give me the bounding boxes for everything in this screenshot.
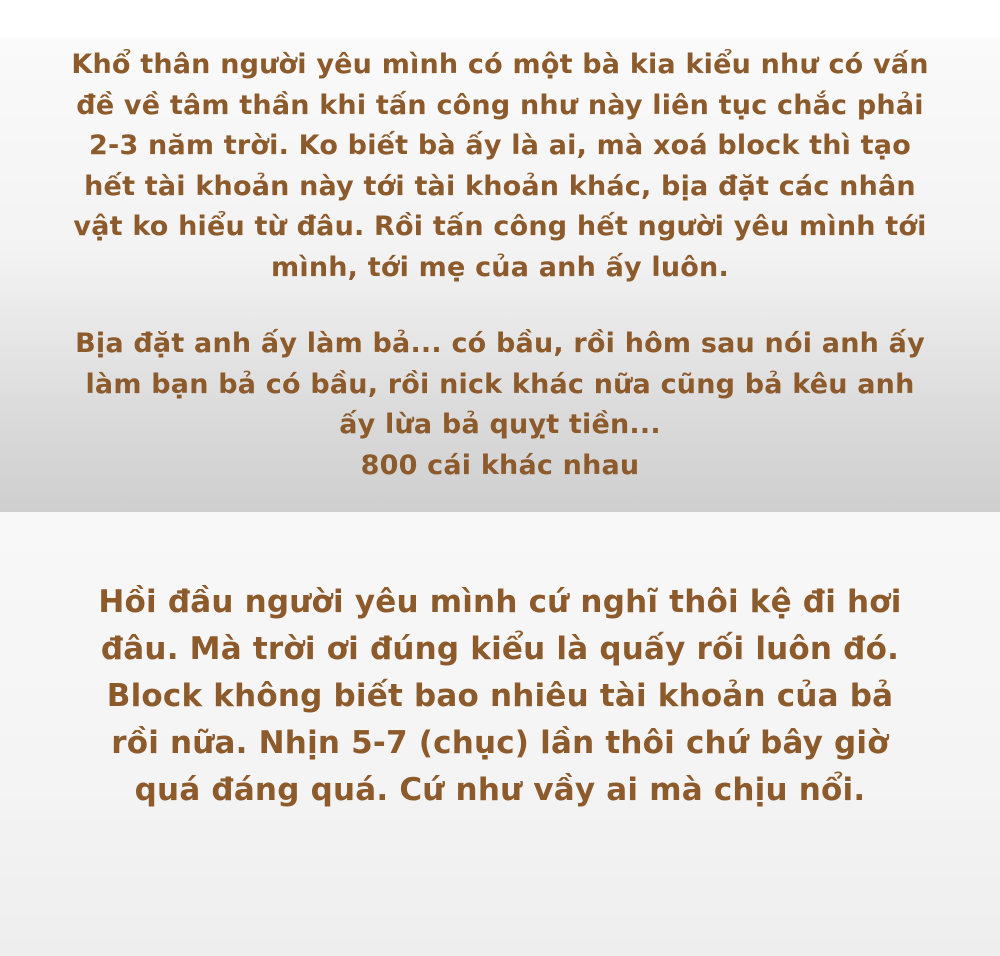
top-margin <box>0 0 1000 38</box>
paragraph-gap <box>0 288 1000 324</box>
text-line: Bịa đặt anh ấy làm bả... có bầu, rồi hôm sau nói anh ấy <box>75 328 925 359</box>
text-line: Khổ thân người yêu mình có một bà kia kiểu như có vấn <box>71 49 929 80</box>
text-line: rồi nữa. Nhịn 5-7 (chục) lần thôi chứ bây giờ <box>111 725 889 761</box>
paragraph-1 <box>0 45 1000 288</box>
text-line: 800 cái khác nhau <box>360 449 640 481</box>
paragraph-1 <box>0 579 1000 814</box>
text-line: đâu. Mà trời ơi đúng kiểu là quấy rối luôn đó. <box>100 631 900 667</box>
text-line: đề về tâm thần khi tấn công như này liên tục chắc phải <box>76 89 924 121</box>
text-line: mình, tới mẹ của anh ấy luôn. <box>271 251 729 283</box>
text-line: làm bạn bả có bầu, rồi nick khác nữa cũng bả kêu anh <box>85 368 915 400</box>
text-line: quá đáng quá. Cứ như vầy ai mà chịu nổi. <box>134 772 866 808</box>
text-line: ấy lừa bả quỵt tiền... <box>339 409 661 440</box>
text-line: hết tài khoản này tới tài khoản khác, bịa đặt các nhân <box>84 170 916 202</box>
text-line: Block không biết bao nhiêu tài khoản của bả <box>106 678 894 714</box>
text-line: vật ko hiểu từ đâu. Rồi tấn công hết người yêu mình tới <box>73 211 927 242</box>
story-panel-top <box>0 38 1000 512</box>
paragraph-2 <box>0 324 1000 486</box>
text-line: Hồi đầu người yêu mình cứ nghĩ thôi kệ đi hơi <box>98 584 902 620</box>
story-panel-bottom <box>0 512 1000 956</box>
text-line: 2-3 năm trời. Ko biết bà ấy là ai, mà xoá block thì tạo <box>89 130 911 161</box>
